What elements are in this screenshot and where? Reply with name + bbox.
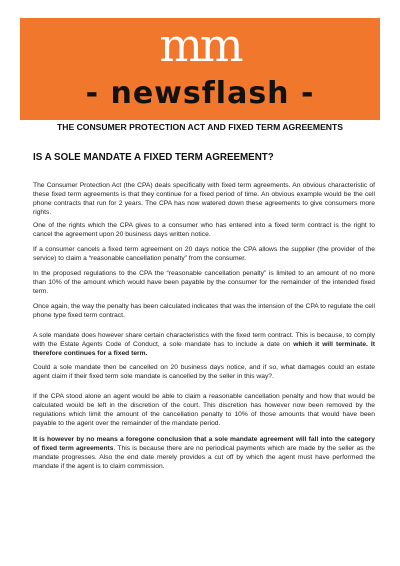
document-title: THE CONSUMER PROTECTION ACT AND FIXED TERM AGREEMENTS: [57, 122, 343, 132]
paragraph-5: Once again, the way the penalty has been calculated indicates that was the intension of the CPA to regulate the cell phone type fixed term contract.: [33, 303, 375, 320]
paragraph-1: The Consumer Protection Act (the CPA) deals specifically with fixed term agreements. An obvious characteristic of these fixed term agreements is that they continue for a fixed period of time. An obvious example would be the cell phone contracts that run for 2 years. The CPA has now watered down these agreements to give consumers more rights.: [33, 182, 375, 217]
newsflash-headline: - newsflash -: [85, 76, 315, 111]
paragraph-8: If the CPA stood alone an agent would be able to claim a reasonable cancellation penalty and how that would be calculated would be left in the discretion of the court. This discretion has however now been removed by the regulations which limit the amount of the cancellation penalty to 10% of those amounts that would have been payable to the agent over the remainder of the mandate period.: [33, 393, 375, 428]
paragraph-3: If a consumer cancels a fixed term agreement on 20 days notice the CPA allows the supplier (the provider of the service) to claim a “reasonable cancellation penalty” from the consumer.: [33, 246, 375, 263]
paragraph-6-bold: which it will terminate. It therefore continues for a fixed term.: [33, 341, 375, 358]
newsflash-banner: [20, 18, 380, 120]
paragraph-6: [33, 331, 375, 358]
paragraph-2: One of the rights which the CPA gives to a consumer who has entered into a fixed term contract is the right to cancel the agreement upon 20 business days written notice.: [33, 222, 375, 239]
section-heading: IS A SOLE MANDATE A FIXED TERM AGREEMENT?: [33, 152, 274, 163]
paragraph-7: Could a sole mandate then be cancelled on 20 business days notice, and if so, what damages could an estate agent claim if their fixed term sole mandate is cancelled by the seller in this way?.: [33, 364, 375, 381]
paragraph-9-bold: It is however by no means a foregone conclusion that a sole mandate agreement will fall into the category of fixed term agreements: [33, 436, 375, 453]
paragraph-4: In the proposed regulations to the CPA the “reasonable cancellation penalty” is limited to an amount of no more than 10% of the amount which would have been payable by the consumer for the remainder of the intended fixed term.: [33, 270, 375, 296]
paragraph-6-text: A sole mandate does however share certain characteristics with the fixed term contract. This is because, to comply with the Estate Agents Code of Conduct, a sole mandate has to include a date on: [33, 332, 375, 349]
paragraph-9: [33, 435, 375, 471]
company-logo: mm: [159, 18, 241, 72]
paragraph-9-text: . This is because there are no periodical payments which are made by the seller as the mandate progresses. Also the end date merely provides a cut off by which the agent must have performed the mandate if the agent is to claim commission.: [33, 445, 375, 471]
